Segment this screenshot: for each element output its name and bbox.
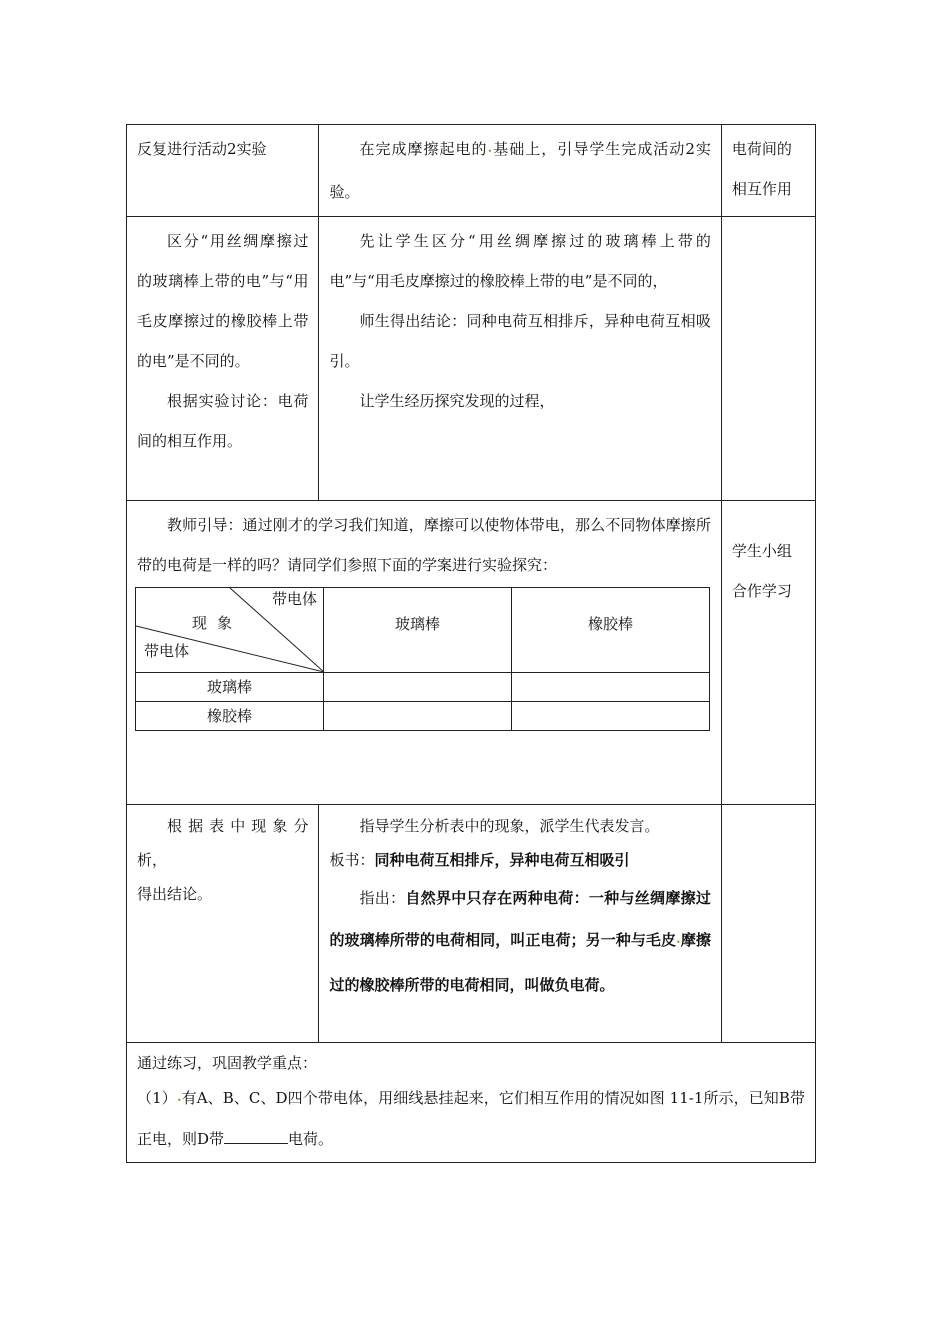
marker-dot-icon: • (487, 147, 493, 156)
cell-activity (127, 125, 319, 217)
cell-text: 反复进行活动2实验 (137, 140, 267, 158)
practice-heading: 通过练习，巩固教学重点： (137, 1054, 318, 1072)
table-cell (324, 702, 512, 731)
lesson-plan-table (126, 124, 816, 1163)
table-cell (324, 673, 512, 702)
cell-activity (127, 217, 319, 501)
cell-purpose (721, 217, 815, 501)
table-cell (512, 673, 710, 702)
column-header: 橡胶棒 (512, 588, 710, 673)
cell-teacher (319, 125, 721, 217)
table-row (136, 588, 710, 673)
experiment-table (135, 587, 710, 731)
cell-teacher (319, 805, 721, 1043)
table-row (127, 501, 816, 805)
row-header: 橡胶棒 (136, 702, 324, 731)
cell-text: 根 据 表 中 现 象 分析， (137, 817, 309, 869)
cell-text: 电荷间的相互作用 (731, 140, 792, 198)
cell-purpose (721, 501, 815, 805)
cell-text: 板书：同种电荷互相排斥，异种电荷互相吸引 (329, 851, 630, 869)
practice-question: （1）•有A、B、C、D四个带电体，用细线悬挂起来，它们相互作用的情况如图 11-1所示，已知B带正电，则D带 电荷。 (137, 1089, 806, 1148)
table-row (136, 702, 710, 731)
answer-blank (224, 1129, 288, 1144)
cell-teacher (319, 217, 721, 501)
cell-activity (127, 805, 319, 1043)
header-top-label: 带电体 (271, 590, 317, 608)
header-bottom-label: 带电体 (144, 642, 190, 660)
cell-guide (127, 501, 722, 805)
cell-text: 学生小组合作学习 (731, 542, 792, 600)
table-row (127, 805, 816, 1043)
marker-dot-icon: • (176, 1096, 182, 1105)
cell-text: 指出：自然界中只存在两种电荷：一种与丝绸摩擦过的玻璃棒所带的电荷相同，叫正电荷；另一种与毛皮•摩擦过的橡胶棒所带的电荷相同，叫做负电荷。 (329, 889, 711, 994)
cell-text: 得出结论。 (137, 885, 213, 903)
cell-text: 先让学生区分“用丝绸摩擦过的玻璃棒上带的电”与“用毛皮摩擦过的橡胶棒上带的电”是不同的， (329, 232, 711, 290)
table-cell (512, 702, 710, 731)
table-row (136, 673, 710, 702)
cell-text: 师生得出结论：同种电荷互相排斥，异种电荷互相吸引。 (329, 312, 711, 370)
marker-dot-icon: • (676, 938, 681, 947)
header-mid-label: 现象 (192, 614, 243, 632)
lesson-plan-page (126, 124, 816, 1163)
cell-text: 区分“用丝绸摩擦过的玻璃棒上带的电”与“用毛皮摩擦过的橡胶棒上带的电”是不同的。 (137, 232, 309, 370)
cell-text: 在完成摩擦起电的•基础上，引导学生完成活动2实验。 (329, 140, 711, 201)
column-header: 玻璃棒 (324, 588, 512, 673)
guide-text: 教师引导：通过刚才的学习我们知道，摩擦可以使物体带电，那么不同物体摩擦所带的电荷是一样的吗？请同学们参照下面的学案进行实验探究： (137, 516, 711, 574)
cell-purpose (721, 805, 815, 1043)
table-row (127, 125, 816, 217)
cell-text: 根据实验讨论：电荷间的相互作用。 (137, 392, 309, 450)
cell-text: 指导学生分析表中的现象，派学生代表发言。 (359, 817, 660, 835)
row-header: 玻璃棒 (136, 673, 324, 702)
diagonal-header-cell (136, 588, 324, 673)
cell-text: 让学生经历探究发现的过程， (359, 392, 555, 410)
table-row (127, 217, 816, 501)
cell-purpose (721, 125, 815, 217)
table-row (127, 1043, 816, 1163)
cell-practice (127, 1043, 816, 1163)
